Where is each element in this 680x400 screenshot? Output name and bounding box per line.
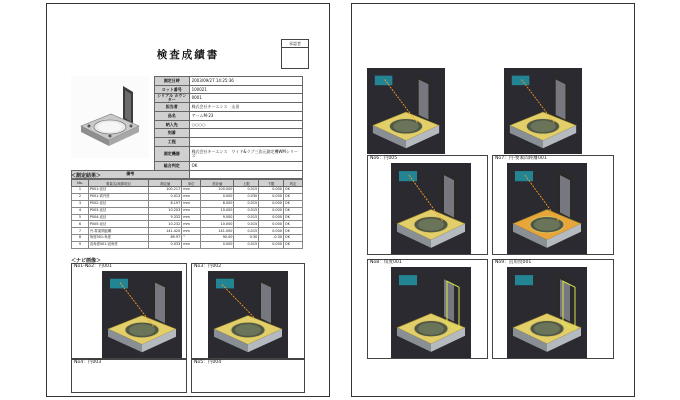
measure-cell: 1 (72, 187, 89, 194)
navi-image-cell (492, 155, 614, 255)
measure-cell: 8 (72, 235, 89, 242)
measure-cell: -0.30 (259, 235, 284, 242)
image-caption: No5：円004 (194, 360, 222, 365)
info-label: 納入先 (155, 120, 190, 129)
info-value (189, 138, 302, 147)
inspection-photo (391, 163, 471, 254)
inspection-photo (102, 271, 182, 358)
measure-cell: 0.015 (234, 228, 259, 235)
measure-cell: 141.000 (201, 228, 234, 235)
navi-image-cell (367, 155, 488, 255)
measure-cell: 0.013 (149, 193, 182, 200)
image-caption: No4：円003 (74, 360, 102, 365)
measure-cell: P001:直径 (88, 187, 148, 194)
table-row (72, 235, 303, 242)
measurement-results-table (71, 179, 303, 249)
measure-cell: 0.033 (149, 242, 182, 249)
measure-cell: OK (283, 200, 302, 207)
info-value: ○○○○ (189, 120, 302, 129)
measure-cell: 100.217 (149, 187, 182, 194)
measure-cell: 2 (72, 193, 89, 200)
approver-label: 承認者 (282, 40, 308, 48)
info-row (72, 161, 303, 170)
measure-cell: P003:直径 (88, 207, 148, 214)
measure-cell: 100.000 (201, 187, 234, 194)
measure-cell: P004:直径 (88, 214, 148, 221)
remarks-label: 備考 (72, 170, 190, 179)
info-label: 総合判定 (155, 161, 190, 170)
measure-cell: 9 (72, 242, 89, 249)
measure-cell: OK (283, 235, 302, 242)
measure-cell: 0.015 (234, 214, 259, 221)
info-label: 測定機器 (155, 146, 190, 161)
measure-cell: mm (182, 214, 201, 221)
table-row (72, 207, 303, 214)
measure-cell: 0.000 (259, 228, 284, 235)
measure-cell: 0.015 (234, 187, 259, 194)
measure-cell: 0.000 (259, 207, 284, 214)
info-value (189, 129, 302, 138)
measure-cell: OK (283, 221, 302, 228)
measure-header: 判定 (283, 180, 302, 187)
measure-cell: OK (283, 187, 302, 194)
measure-cell: 円-要素間距離 (88, 228, 148, 235)
measure-cell: 0.000 (201, 242, 234, 249)
inspection-photo (208, 271, 288, 358)
navi-image-cell (492, 259, 614, 359)
measure-cell: 9.000 (201, 214, 234, 221)
info-label: 測定日時 (155, 77, 190, 86)
table-row (72, 200, 303, 207)
measure-cell: 直角度001:直角度 (88, 242, 148, 249)
approval-stamp-box (281, 39, 309, 69)
measure-header: 単位 (182, 180, 201, 187)
navi-image-cell (71, 359, 187, 393)
measure-cell: 10.000 (201, 207, 234, 214)
measure-cell: 0.000 (259, 187, 284, 194)
measure-cell: mm (182, 228, 201, 235)
table-row (72, 214, 303, 221)
measure-cell: mm (182, 187, 201, 194)
inspection-photo (391, 267, 471, 358)
measure-cell: OK (283, 193, 302, 200)
info-value: アームM-23 (189, 112, 302, 121)
table-row (72, 228, 303, 235)
document-title: 検査成績書 (156, 49, 220, 61)
image-caption: No3：円002 (194, 264, 222, 269)
inspection-photo (504, 68, 582, 154)
navi-image-cell (71, 263, 187, 359)
measure-cell: 0.015 (234, 200, 259, 207)
report-page-1 (46, 3, 330, 397)
measure-cell: 0.030 (234, 193, 259, 200)
info-label: 担当者 (155, 103, 190, 112)
measure-cell: 0.015 (234, 207, 259, 214)
measure-cell: 5 (72, 214, 89, 221)
info-label: 刻番 (155, 129, 190, 138)
image-caption: No6：円005 (370, 156, 398, 161)
measure-cell: 7 (72, 228, 89, 235)
table-row (72, 187, 303, 194)
info-value: 株式会社キーエンス ワイド&ラブ三次元測定機WMシリーズ (189, 146, 302, 161)
image-caption: No1-No2：円001 (74, 264, 112, 269)
measure-cell: 8.197 (149, 200, 182, 207)
info-label: ロット番号 (155, 85, 190, 94)
measure-cell: 0.015 (234, 242, 259, 249)
inspection-photo (507, 267, 587, 358)
image-caption: No8：角度001 (370, 260, 402, 265)
measure-cell: mm (182, 221, 201, 228)
report-page-2 (351, 3, 635, 397)
measure-header: No. (72, 180, 89, 187)
measure-cell: P005:直径 (88, 221, 148, 228)
measure-cell: P001:真円度 (88, 193, 148, 200)
table-row (72, 242, 303, 249)
info-value: OK (189, 161, 302, 170)
image-caption: No9：直角度001 (495, 260, 532, 265)
info-label: シリアル カウンター (155, 94, 190, 103)
navi-image-cell (367, 259, 488, 359)
measure-cell: P002:直径 (88, 200, 148, 207)
remarks-value (189, 170, 302, 179)
measure-cell: mm (182, 242, 201, 249)
part-photo (71, 76, 149, 158)
measure-cell: OK (283, 207, 302, 214)
measure-cell: 0.000 (259, 193, 284, 200)
table-row (72, 193, 303, 200)
info-label: 品名 (155, 112, 190, 121)
inspection-photo (367, 68, 445, 154)
measure-cell: 0.015 (234, 221, 259, 228)
measure-cell: 10.000 (201, 221, 234, 228)
measure-cell: 0.000 (201, 193, 234, 200)
navi-image-cell (191, 359, 305, 393)
measure-cell: 6 (72, 221, 89, 228)
measure-header: 上限 (234, 180, 259, 187)
measurement-section-heading: ＜測定結果＞ (71, 173, 102, 179)
measure-cell: 3 (72, 200, 89, 207)
info-value: 100021 (189, 85, 302, 94)
measure-cell: 0.000 (259, 214, 284, 221)
table-row (72, 221, 303, 228)
image-caption: No7：円-要素間距離001 (495, 156, 547, 161)
measure-cell: OK (283, 228, 302, 235)
measure-cell: 8.000 (201, 200, 234, 207)
measure-cell: 89.97 (149, 235, 182, 242)
info-value: 0001 (189, 94, 302, 103)
measure-header: 設計値 (201, 180, 234, 187)
measure-cell: mm (182, 207, 201, 214)
measure-cell: mm (182, 193, 201, 200)
measure-cell: 4 (72, 207, 89, 214)
measure-header: 要素名/演算項目 (88, 180, 148, 187)
remarks-row (72, 170, 303, 179)
info-label: 工程 (155, 138, 190, 147)
measure-cell: 0.000 (259, 221, 284, 228)
measure-cell: 141.420 (149, 228, 182, 235)
measure-cell: OK (283, 242, 302, 249)
measure-header: 測定値 (149, 180, 182, 187)
measure-header: 下限 (259, 180, 284, 187)
measure-cell: mm (182, 200, 201, 207)
navi-image-section-heading: ＜ナビ画像＞ (71, 258, 102, 264)
measure-cell: 9.332 (149, 214, 182, 221)
measure-cell: OK (283, 214, 302, 221)
measure-cell: 0.000 (259, 242, 284, 249)
info-value: 2003/09/27 14:25:36 (189, 77, 302, 86)
measure-cell: 90.00 (201, 235, 234, 242)
measure-cell: 0.000 (259, 200, 284, 207)
navi-image-cell (191, 263, 305, 359)
inspection-photo (507, 163, 587, 254)
measure-cell: 0.30 (234, 235, 259, 242)
measure-cell: 角度001:角度 (88, 235, 148, 242)
measure-cell: 10.232 (149, 221, 182, 228)
measure-cell: 10.203 (149, 207, 182, 214)
measure-cell: ° (182, 235, 201, 242)
info-value: 株式会社キーエンス 山田 (189, 103, 302, 112)
